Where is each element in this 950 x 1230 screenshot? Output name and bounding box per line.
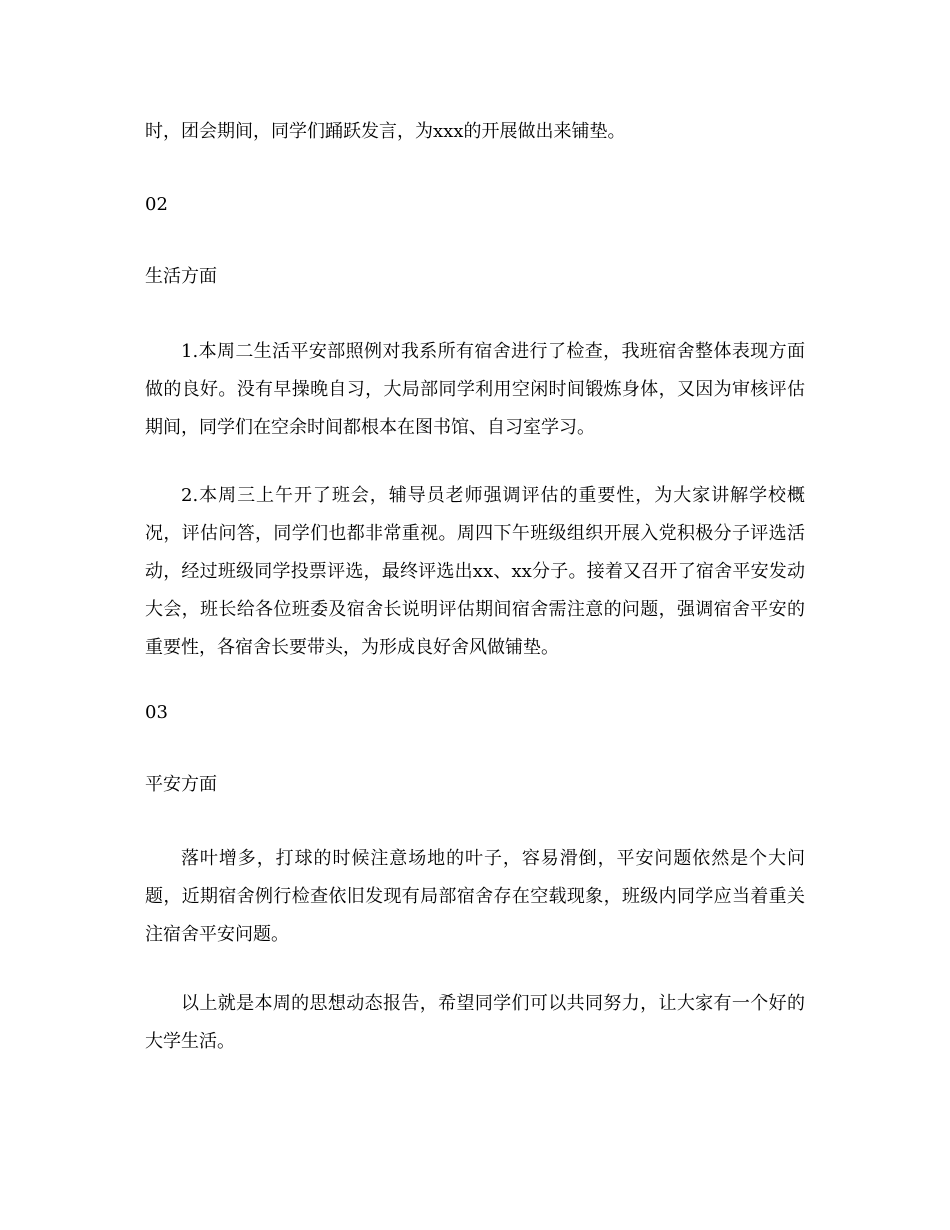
closing-paragraph: 以上就是本周的思想动态报告，希望同学们可以共同努力，让大家有一个好的大学生活。 [145,993,805,1052]
life-paragraph-1: 1.本周二生活平安部照例对我系所有宿舍进行了检查，我班宿舍整体表现方面做的良好。没有早操晚自习，大局部同学利用空闲时间锻炼身体，又因为审核评估期间，同学们在空余时间都根本在图书馆、自习室学习。 [145,341,805,438]
section-heading-life: 生活方面 [145,266,217,287]
section-number-03: 03 [145,702,168,723]
life-paragraph-2: 2.本周三上午开了班会，辅导员老师强调评估的重要性，为大家讲解学校概况，评估问答，同学们也都非常重视。周四下午班级组织开展入党积极分子评选活动，经过班级同学投票评选，最终评选出xx、xx分子。接着又召开了宿舍平安发动大会，班长给各位班委及宿舍长说明评估期间宿舍需注意的问题，强调宿舍平安的重要性，各宿舍长要带头，为形成良好舍风做铺垫。 [145,485,805,658]
section-number-02: 02 [145,194,168,215]
safety-paragraph-1: 落叶增多，打球的时候注意场地的叶子，容易滑倒，平安问题依然是个大问题，近期宿舍例行检查依旧发现有局部宿舍存在空载现象，班级内同学应当着重关注宿舍平安问题。 [145,848,805,945]
intro-line: 时，团会期间，同学们踊跃发言，为xxx的开展做出来铺垫。 [145,121,626,142]
section-heading-safety: 平安方面 [145,774,217,795]
